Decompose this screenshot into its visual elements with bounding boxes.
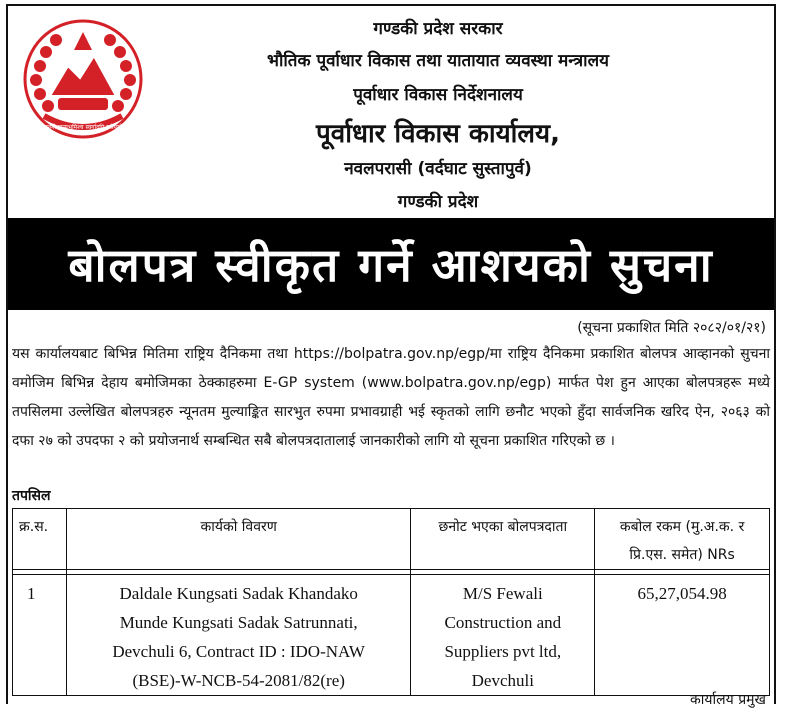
notice-title-banner — [8, 218, 774, 310]
province-government: गण्डकी प्रदेश सरकार — [373, 19, 503, 39]
ministry-name: भौतिक पूर्वाधार विकास तथा यातायात व्यवस्था मन्त्रालय — [267, 51, 609, 71]
header-bidder: छनोट भएका बोलपत्रदाता — [411, 509, 595, 570]
office-name: पूर्वाधार विकास कार्यालय, — [316, 119, 560, 149]
header-sn: क्र.स. — [13, 509, 67, 570]
bid-table — [12, 508, 770, 696]
table-header-row — [13, 509, 770, 570]
table-row — [13, 575, 770, 696]
notice-body: यस कार्यालयबाट बिभिन्न मितिमा राष्ट्रिय दैनिकमा तथा https://bolpatra.gov.np/egp/मा राष्ट्रिय दैनिकमा प्रकाशित बोलपत्र आव्हानको सुचना वमोजिम बिभिन्न देहाय बमोजिमका ठेक्काहरुमा E-GP system (www.bolpatra.gov.np/egp) मार्फत पेश हुन आएका बोलपत्रहरू मध्ये तपसिलमा उल्लेखित बोलपत्रहरु न्यूनतम मुल्याङ्कित सारभुत रुपमा प्रभावग्राही भई स्कृतको लागि छनौट भएको हुँदा सार्वजनिक खरिद ऐन, २०६३ को दफा २७ को उपदफा २ को प्रयोजनार्थ सम्बन्धित सबै बोलपत्रदातालाई जानकारीको लागि यो सूचना प्रकाशित गरिएको छ । — [12, 346, 770, 449]
header-amount: कबोल रकम (मु.अ.क. र प्रि.एस. समेत) NRs — [595, 509, 770, 570]
notice-frame — [6, 4, 776, 708]
cell-sn: 1 — [13, 575, 67, 696]
letterhead — [8, 6, 774, 218]
header-description: कार्यको विवरण — [66, 509, 410, 570]
published-date: (सूचना प्रकाशित मिति २०८२/०१/२१) — [577, 320, 766, 336]
signatory: कार्यालय प्रमुख — [690, 692, 766, 708]
directorate-name: पूर्वाधार विकास निर्देशनालय — [353, 85, 523, 105]
cell-bidder: M/S Fewali Construction and Suppliers pvt ltd, Devchuli — [411, 575, 595, 696]
emblem-motto: जननी जन्मभूमिश्च स्वर्गादपि गरीयसी — [43, 124, 123, 131]
cell-amount: 65,27,054.98 — [595, 575, 770, 696]
notice-title: बोलपत्र स्वीकृत गर्ने आशयको सुचना — [68, 238, 714, 292]
government-emblem-icon — [20, 16, 146, 142]
cell-description: Daldale Kungsati Sadak Khandako Munde Kungsati Sadak Satrunnati, Devchuli 6, Contract ID : IDO-NAW (BSE)-W-NCB-54-2081/82(re) — [66, 575, 410, 696]
office-location: नवलपरासी (वर्दघाट सुस्तापुर्व) — [344, 159, 532, 179]
province-name: गण्डकी प्रदेश — [397, 192, 479, 212]
schedule-label: तपसिल — [12, 488, 51, 504]
